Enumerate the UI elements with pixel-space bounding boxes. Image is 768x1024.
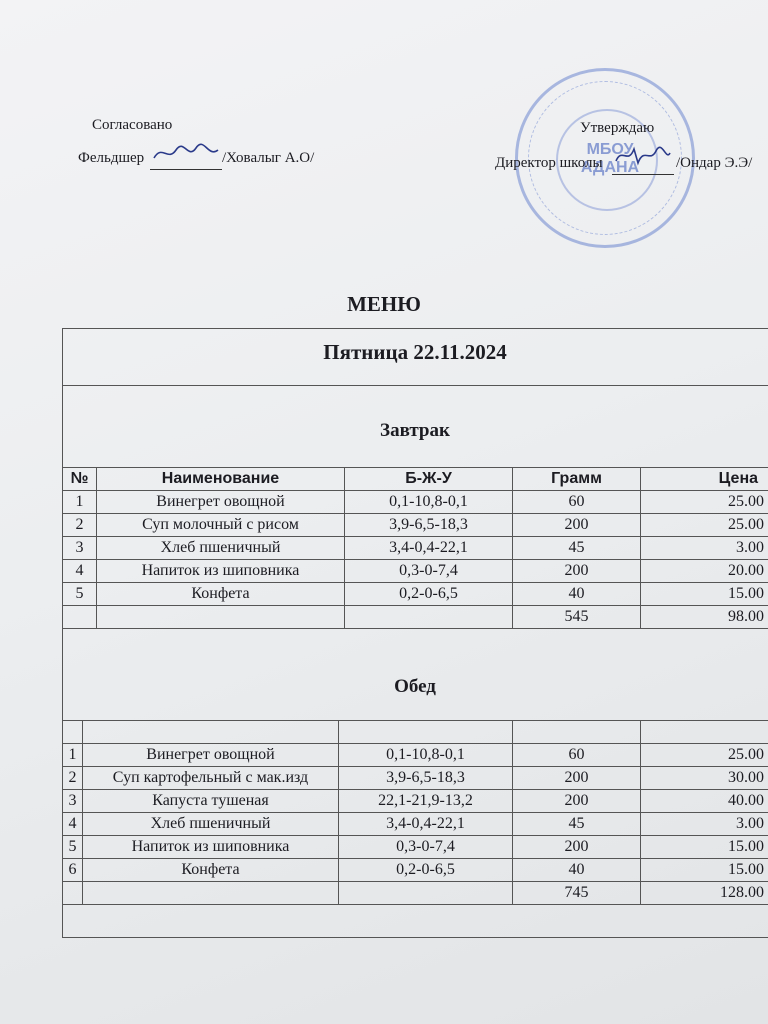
cell-name: Напиток из шиповника: [97, 560, 345, 583]
cell-empty: [83, 721, 339, 744]
cell-grams: 45: [513, 537, 641, 560]
cell-bzu: 0,3-0-7,4: [345, 560, 513, 583]
cell-grams: 60: [513, 744, 641, 767]
table-row: [63, 790, 768, 813]
approve-label: Утверждаю: [580, 120, 655, 136]
col-bzu: Б-Ж-У: [345, 468, 513, 491]
cell-bzu: 22,1-21,9-13,2: [339, 790, 513, 813]
cell-name: Конфета: [83, 859, 339, 882]
cell-name: Хлеб пшеничный: [97, 537, 345, 560]
cell-empty: [97, 606, 345, 629]
cell-bzu: 0,1-10,8-0,1: [345, 491, 513, 514]
medic-signature: [150, 142, 222, 170]
cell-price: 3.00: [641, 537, 768, 560]
cell-empty: [345, 606, 513, 629]
director-signature: [612, 143, 674, 175]
cell-price: 25.00: [641, 514, 768, 537]
signature-mark-2: [612, 143, 674, 169]
cell-num: 3: [63, 537, 97, 560]
director-name: /Ондар Э.Э/: [676, 155, 753, 171]
table-row: [63, 836, 768, 859]
cell-bzu: 0,2-0-6,5: [339, 859, 513, 882]
cell-grams: 45: [513, 813, 641, 836]
cell-name: Винегрет овощной: [97, 491, 345, 514]
table-header-row: [63, 468, 768, 491]
table-row: [63, 537, 768, 560]
cell-num: 6: [63, 859, 83, 882]
table-row: [63, 767, 768, 790]
cell-name: Суп картофельный с мак.изд: [83, 767, 339, 790]
table-row: [63, 514, 768, 537]
cell-num: 5: [63, 836, 83, 859]
cell-bzu: 3,4-0,4-22,1: [345, 537, 513, 560]
total-row: [63, 606, 768, 629]
cell-grams: 40: [513, 583, 641, 606]
cell-bzu: 0,1-10,8-0,1: [339, 744, 513, 767]
cell-grams: 200: [513, 514, 641, 537]
total-row: [63, 882, 768, 905]
total-price: 98.00: [641, 606, 768, 629]
cell-empty: [339, 721, 513, 744]
table-row: [63, 583, 768, 606]
cell-bzu: 0,3-0-7,4: [339, 836, 513, 859]
cell-grams: 200: [513, 836, 641, 859]
cell-price: 25.00: [641, 491, 768, 514]
cell-price: 15.00: [641, 583, 768, 606]
cell-num: 3: [63, 790, 83, 813]
cell-grams: 60: [513, 491, 641, 514]
empty-header-row: [63, 721, 768, 744]
cell-name: Напиток из шиповника: [83, 836, 339, 859]
cell-num: 2: [63, 514, 97, 537]
signature-mark: [150, 142, 222, 164]
cell-name: Винегрет овощной: [83, 744, 339, 767]
total-price: 128.00: [641, 882, 768, 905]
lunch-title: Обед: [394, 676, 436, 697]
total-grams: 745: [513, 882, 641, 905]
cell-num: 1: [63, 491, 97, 514]
cell-name: Капуста тушеная: [83, 790, 339, 813]
cell-empty: [63, 721, 83, 744]
cell-num: 5: [63, 583, 97, 606]
cell-bzu: 3,9-6,5-18,3: [345, 514, 513, 537]
cell-name: Суп молочный с рисом: [97, 514, 345, 537]
cell-empty: [83, 882, 339, 905]
col-num: №: [63, 468, 97, 491]
breakfast-title: Завтрак: [380, 420, 450, 441]
cell-empty: [641, 721, 768, 744]
cell-bzu: 0,2-0-6,5: [345, 583, 513, 606]
lunch-table: [62, 720, 768, 905]
cell-bzu: 3,4-0,4-22,1: [339, 813, 513, 836]
stamp-text: МБОУ АДАНА: [580, 141, 640, 176]
table-row: [63, 491, 768, 514]
breakfast-table: [62, 467, 768, 629]
agreed-label: Согласовано: [92, 117, 173, 133]
cell-price: 40.00: [641, 790, 768, 813]
cell-price: 30.00: [641, 767, 768, 790]
director-position: Директор школы: [495, 155, 603, 171]
cell-empty: [339, 882, 513, 905]
table-row: [63, 744, 768, 767]
cell-num: 1: [63, 744, 83, 767]
cell-price: 15.00: [641, 836, 768, 859]
cell-price: 25.00: [641, 744, 768, 767]
cell-grams: 40: [513, 859, 641, 882]
cell-bzu: 3,9-6,5-18,3: [339, 767, 513, 790]
cell-price: 20.00: [641, 560, 768, 583]
col-name: Наименование: [97, 468, 345, 491]
page-title: МЕНЮ: [347, 292, 421, 316]
cell-price: 15.00: [641, 859, 768, 882]
col-price: Цена: [641, 468, 768, 491]
cell-num: 2: [63, 767, 83, 790]
col-grams: Грамм: [513, 468, 641, 491]
cell-grams: 200: [513, 767, 641, 790]
cell-name: Конфета: [97, 583, 345, 606]
table-row: [63, 813, 768, 836]
cell-empty: [63, 606, 97, 629]
cell-empty: [513, 721, 641, 744]
medic-name: /Ховалыг А.О/: [222, 150, 315, 166]
cell-empty: [63, 882, 83, 905]
menu-day: Пятница 22.11.2024: [62, 328, 768, 386]
cell-price: 3.00: [641, 813, 768, 836]
cell-num: 4: [63, 560, 97, 583]
cell-num: 4: [63, 813, 83, 836]
total-grams: 545: [513, 606, 641, 629]
table-row: [63, 859, 768, 882]
medic-position: Фельдшер: [78, 150, 145, 166]
cell-grams: 200: [513, 560, 641, 583]
cell-name: Хлеб пшеничный: [83, 813, 339, 836]
table-row: [63, 560, 768, 583]
cell-grams: 200: [513, 790, 641, 813]
